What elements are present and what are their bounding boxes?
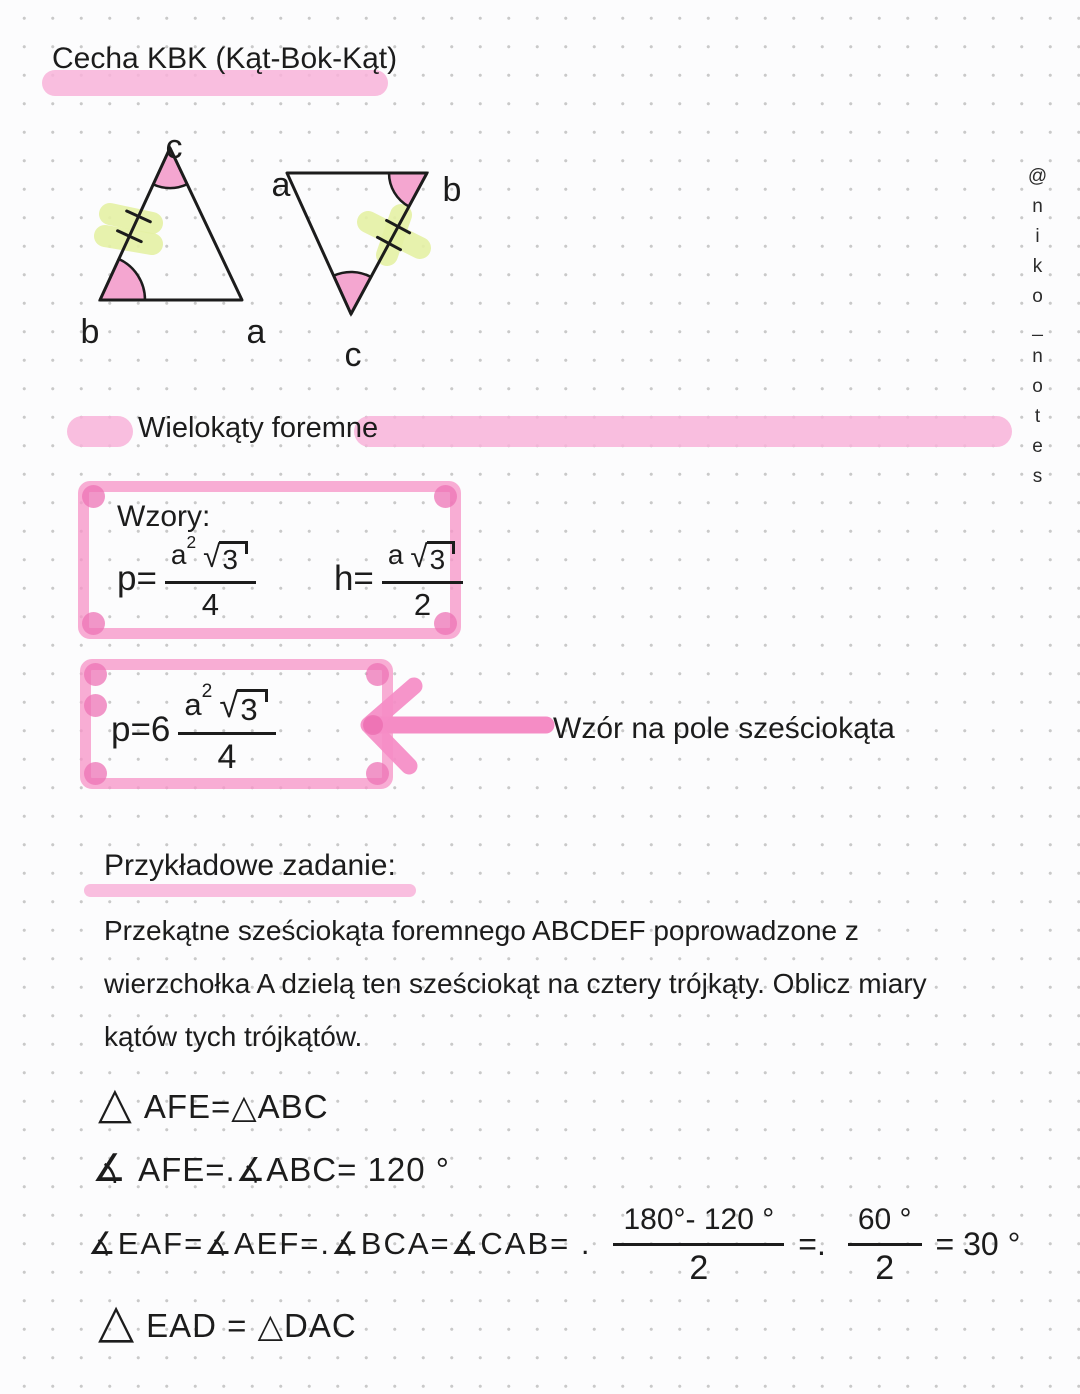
solution-text: AFE=△ABC [143, 1088, 329, 1125]
solution-angle-equalities: ∡EAF=∡AEF=.∡BCA=∡CAB= . [88, 1226, 592, 1261]
hexagon-area-box [80, 659, 393, 789]
vertex-label-a2: a [271, 166, 291, 204]
heading-highlight-bar [354, 416, 1012, 447]
fraction-60-over-2 [848, 1203, 922, 1285]
box-corner-dot [84, 694, 107, 717]
denominator: 2 [689, 1249, 709, 1287]
box-corner-dot [434, 485, 457, 508]
arrow-note: Wzór na pole sześciokąta [553, 712, 895, 745]
solution-line-4 [98, 1293, 357, 1349]
hexagon-formula-fraction [178, 681, 275, 776]
var-a: a [387, 539, 404, 570]
height-formula-fraction [382, 538, 463, 620]
numerator: 180°- 120 ° [613, 1203, 784, 1246]
triangle-symbol: △ [98, 1079, 132, 1128]
angle-wedge-b2 [389, 173, 427, 207]
angle-wedge-c2 [334, 272, 371, 314]
box-corner-dot [82, 485, 105, 508]
box-corner-dot [84, 762, 107, 785]
angle-symbol: ∡ [92, 1148, 127, 1190]
box-corner-dot [82, 612, 105, 635]
task-line-3: kątów tych trójkątów. [104, 1021, 363, 1052]
box-corner-dot [84, 663, 107, 686]
solution-line-2 [92, 1146, 450, 1191]
task-text [104, 904, 927, 1063]
denominator: 2 [875, 1249, 895, 1287]
watermark: @niko_notes [1027, 166, 1048, 496]
vertex-label-c2: c [344, 336, 362, 374]
area-formula-lhs: p= [117, 559, 157, 598]
vertex-label-c: c [165, 128, 183, 166]
radical-sign: √ [203, 539, 221, 574]
heading-highlight-pill [67, 416, 133, 447]
height-formula-lhs: h= [333, 559, 374, 598]
solution-line-3 [88, 1192, 1020, 1296]
left-arrow-marker [356, 676, 556, 776]
vertex-label-b2: b [442, 171, 462, 209]
fraction-180-120-over-2 [613, 1203, 784, 1285]
equals-sign: =. [798, 1225, 826, 1262]
arrow-joint-dot [363, 715, 383, 735]
result: = 30 ° [935, 1225, 1021, 1262]
radicand-3: 3 [219, 541, 248, 574]
task-line-2: wierzchołka A dzielą ten sześciokąt na cztery trójkąty. Oblicz miary [104, 968, 927, 999]
exponent-2: 2 [201, 681, 213, 702]
page-title: Cecha KBK (Kąt-Bok-Kąt) [52, 42, 398, 75]
area-formula-fraction [165, 532, 256, 622]
hexagon-formula-lhs: p=6 [111, 710, 171, 749]
solution-text: EAD = △DAC [146, 1307, 357, 1344]
formulas-box [78, 481, 461, 639]
task-line-1: Przekątne sześciokąta foremnego ABCDEF poprowadzone z [104, 915, 859, 946]
denominator-2: 2 [413, 587, 432, 622]
radicand-3: 3 [237, 689, 267, 725]
var-a: a [170, 539, 187, 570]
solution-line-1 [98, 1078, 329, 1129]
denominator-4: 4 [201, 587, 220, 622]
solution-text: AFE=.∡ABC= 120 ° [138, 1151, 450, 1188]
vertex-label-a: a [246, 313, 266, 351]
vertex-label-b: b [80, 313, 100, 351]
denominator-4: 4 [217, 738, 237, 776]
radical-sign: √ [219, 687, 239, 725]
task-heading: Przykładowe zadanie: [104, 849, 396, 882]
radical-sign: √ [410, 539, 428, 574]
triangles-figure [55, 118, 485, 388]
section-heading: Wielokąty foremne [138, 412, 379, 444]
numerator: 60 ° [848, 1203, 922, 1246]
var-a: a [184, 687, 202, 722]
angle-wedge-b [100, 259, 145, 300]
triangle-symbol: △ [98, 1294, 135, 1347]
radicand-3: 3 [427, 541, 456, 574]
formulas-box-title: Wzory: [117, 500, 211, 533]
task-heading-highlight [84, 884, 416, 897]
exponent-2: 2 [186, 532, 197, 552]
